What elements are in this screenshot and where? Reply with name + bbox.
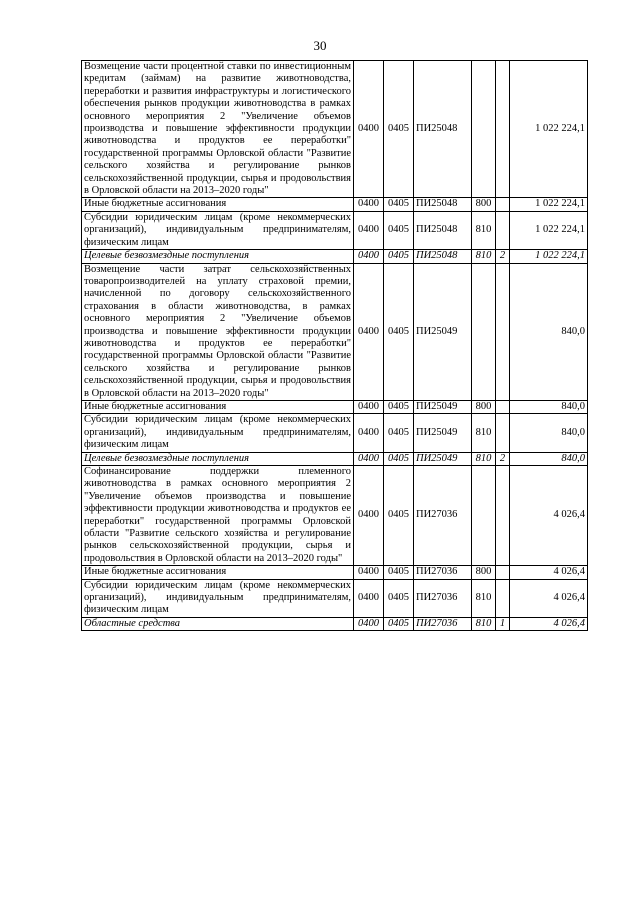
table-row (82, 452, 588, 465)
section-code: 0400 (354, 566, 384, 579)
expense-type-code: 810 (472, 579, 496, 617)
target-article-code: ПИ25048 (414, 211, 472, 249)
amount: 1 022 224,1 (510, 250, 588, 263)
source-code: 1 (496, 617, 510, 630)
row-description: Целевые безвозмездные поступления (82, 250, 354, 263)
amount: 840,0 (510, 263, 588, 400)
section-code: 0400 (354, 414, 384, 452)
source-code (496, 400, 510, 413)
source-code (496, 211, 510, 249)
source-code (496, 414, 510, 452)
expense-type-code: 810 (472, 211, 496, 249)
source-code (496, 263, 510, 400)
table-row (82, 198, 588, 211)
table-row (82, 61, 588, 198)
subsection-code: 0405 (384, 579, 414, 617)
target-article-code: ПИ25049 (414, 400, 472, 413)
page-number: 30 (313, 38, 327, 53)
subsection-code: 0405 (384, 198, 414, 211)
expense-type-code: 810 (472, 452, 496, 465)
expense-type-code: 810 (472, 414, 496, 452)
subsection-code: 0405 (384, 400, 414, 413)
expense-type-code: 800 (472, 198, 496, 211)
subsection-code: 0405 (384, 263, 414, 400)
amount: 4 026,4 (510, 579, 588, 617)
amount: 4 026,4 (510, 466, 588, 566)
expense-type-code (472, 61, 496, 198)
table-row (82, 414, 588, 452)
section-code: 0400 (354, 263, 384, 400)
subsection-code: 0405 (384, 617, 414, 630)
table-row (82, 566, 588, 579)
target-article-code: ПИ25049 (414, 263, 472, 400)
row-description: Областные средства (82, 617, 354, 630)
source-code: 2 (496, 452, 510, 465)
section-code: 0400 (354, 198, 384, 211)
expense-type-code (472, 263, 496, 400)
source-code: 2 (496, 250, 510, 263)
section-code: 0400 (354, 452, 384, 465)
row-description: Софинансирование поддержки племенного животноводства в рамках основного мероприятия 2 "Увеличение объемов производства и повышение эффективности продукции животноводства и продуктов ее переработки" государственной программы Орловской области "Развитие сельского хозяйства и регулирование рынков сельскохозяйственной продукции, сырья и продовольствия в Орловской области на 2013–2020 годы" (82, 466, 354, 566)
expense-type-code: 810 (472, 617, 496, 630)
row-description: Иные бюджетные ассигнования (82, 566, 354, 579)
row-description: Возмещение части процентной ставки по инвестиционным кредитам (займам) на развитие животноводства, переработки и развития инфраструктуры и логистического обеспечения рынков продукции животноводства в рамках основного мероприятия 2 "Увеличение объемов производства и повышение эффективности продукции животноводства и продуктов ее переработки" государственной программы Орловской области "Развитие сельского хозяйства и регулирование рынков сельскохозяйственной продукции, сырья и продовольствия в Орловской области на 2013–2020 годы" (82, 61, 354, 198)
amount: 840,0 (510, 414, 588, 452)
source-code (496, 566, 510, 579)
target-article-code: ПИ27036 (414, 617, 472, 630)
table-row (82, 263, 588, 400)
row-description: Субсидии юридическим лицам (кроме некоммерческих организаций), индивидуальным предпринимателям, физическим лицам (82, 414, 354, 452)
subsection-code: 0405 (384, 452, 414, 465)
expense-type-code (472, 466, 496, 566)
table-row (82, 250, 588, 263)
expense-type-code: 800 (472, 566, 496, 579)
section-code: 0400 (354, 250, 384, 263)
row-description: Целевые безвозмездные поступления (82, 452, 354, 465)
subsection-code: 0405 (384, 211, 414, 249)
section-code: 0400 (354, 466, 384, 566)
row-description: Иные бюджетные ассигнования (82, 198, 354, 211)
target-article-code: ПИ25048 (414, 61, 472, 198)
row-description: Субсидии юридическим лицам (кроме некоммерческих организаций), индивидуальным предпринимателям, физическим лицам (82, 211, 354, 249)
row-description: Возмещение части затрат сельскохозяйственных товаропроизводителей на уплату страховой премии, начисленной по договору сельскохозяйственного страхования в области животноводства, в рамках основного мероприятия 2 "Увеличение объемов производства и повышение эффективности продукции животноводства и продуктов ее переработки" государственной программы Орловской области "Развитие сельского хозяйства и регулирование рынков сельскохозяйственной продукции, сырья и продовольствия в Орловской области на 2013–2020 годы" (82, 263, 354, 400)
amount: 4 026,4 (510, 566, 588, 579)
subsection-code: 0405 (384, 466, 414, 566)
table-row (82, 400, 588, 413)
expense-type-code: 800 (472, 400, 496, 413)
row-description: Субсидии юридическим лицам (кроме некоммерческих организаций), индивидуальным предпринимателям, физическим лицам (82, 579, 354, 617)
target-article-code: ПИ27036 (414, 566, 472, 579)
amount: 840,0 (510, 400, 588, 413)
target-article-code: ПИ25048 (414, 250, 472, 263)
subsection-code: 0405 (384, 566, 414, 579)
table-row (82, 466, 588, 566)
section-code: 0400 (354, 617, 384, 630)
target-article-code: ПИ25049 (414, 452, 472, 465)
table-row (82, 617, 588, 630)
amount: 4 026,4 (510, 617, 588, 630)
source-code (496, 579, 510, 617)
section-code: 0400 (354, 400, 384, 413)
source-code (496, 198, 510, 211)
subsection-code: 0405 (384, 250, 414, 263)
amount: 840,0 (510, 452, 588, 465)
budget-table-body (82, 61, 588, 631)
subsection-code: 0405 (384, 414, 414, 452)
amount: 1 022 224,1 (510, 198, 588, 211)
expense-type-code: 810 (472, 250, 496, 263)
row-description: Иные бюджетные ассигнования (82, 400, 354, 413)
target-article-code: ПИ27036 (414, 579, 472, 617)
section-code: 0400 (354, 61, 384, 198)
source-code (496, 466, 510, 566)
section-code: 0400 (354, 211, 384, 249)
target-article-code: ПИ27036 (414, 466, 472, 566)
target-article-code: ПИ25049 (414, 414, 472, 452)
section-code: 0400 (354, 579, 384, 617)
amount: 1 022 224,1 (510, 211, 588, 249)
table-row (82, 211, 588, 249)
amount: 1 022 224,1 (510, 61, 588, 198)
source-code (496, 61, 510, 198)
table-row (82, 579, 588, 617)
budget-table (81, 60, 588, 631)
subsection-code: 0405 (384, 61, 414, 198)
target-article-code: ПИ25048 (414, 198, 472, 211)
